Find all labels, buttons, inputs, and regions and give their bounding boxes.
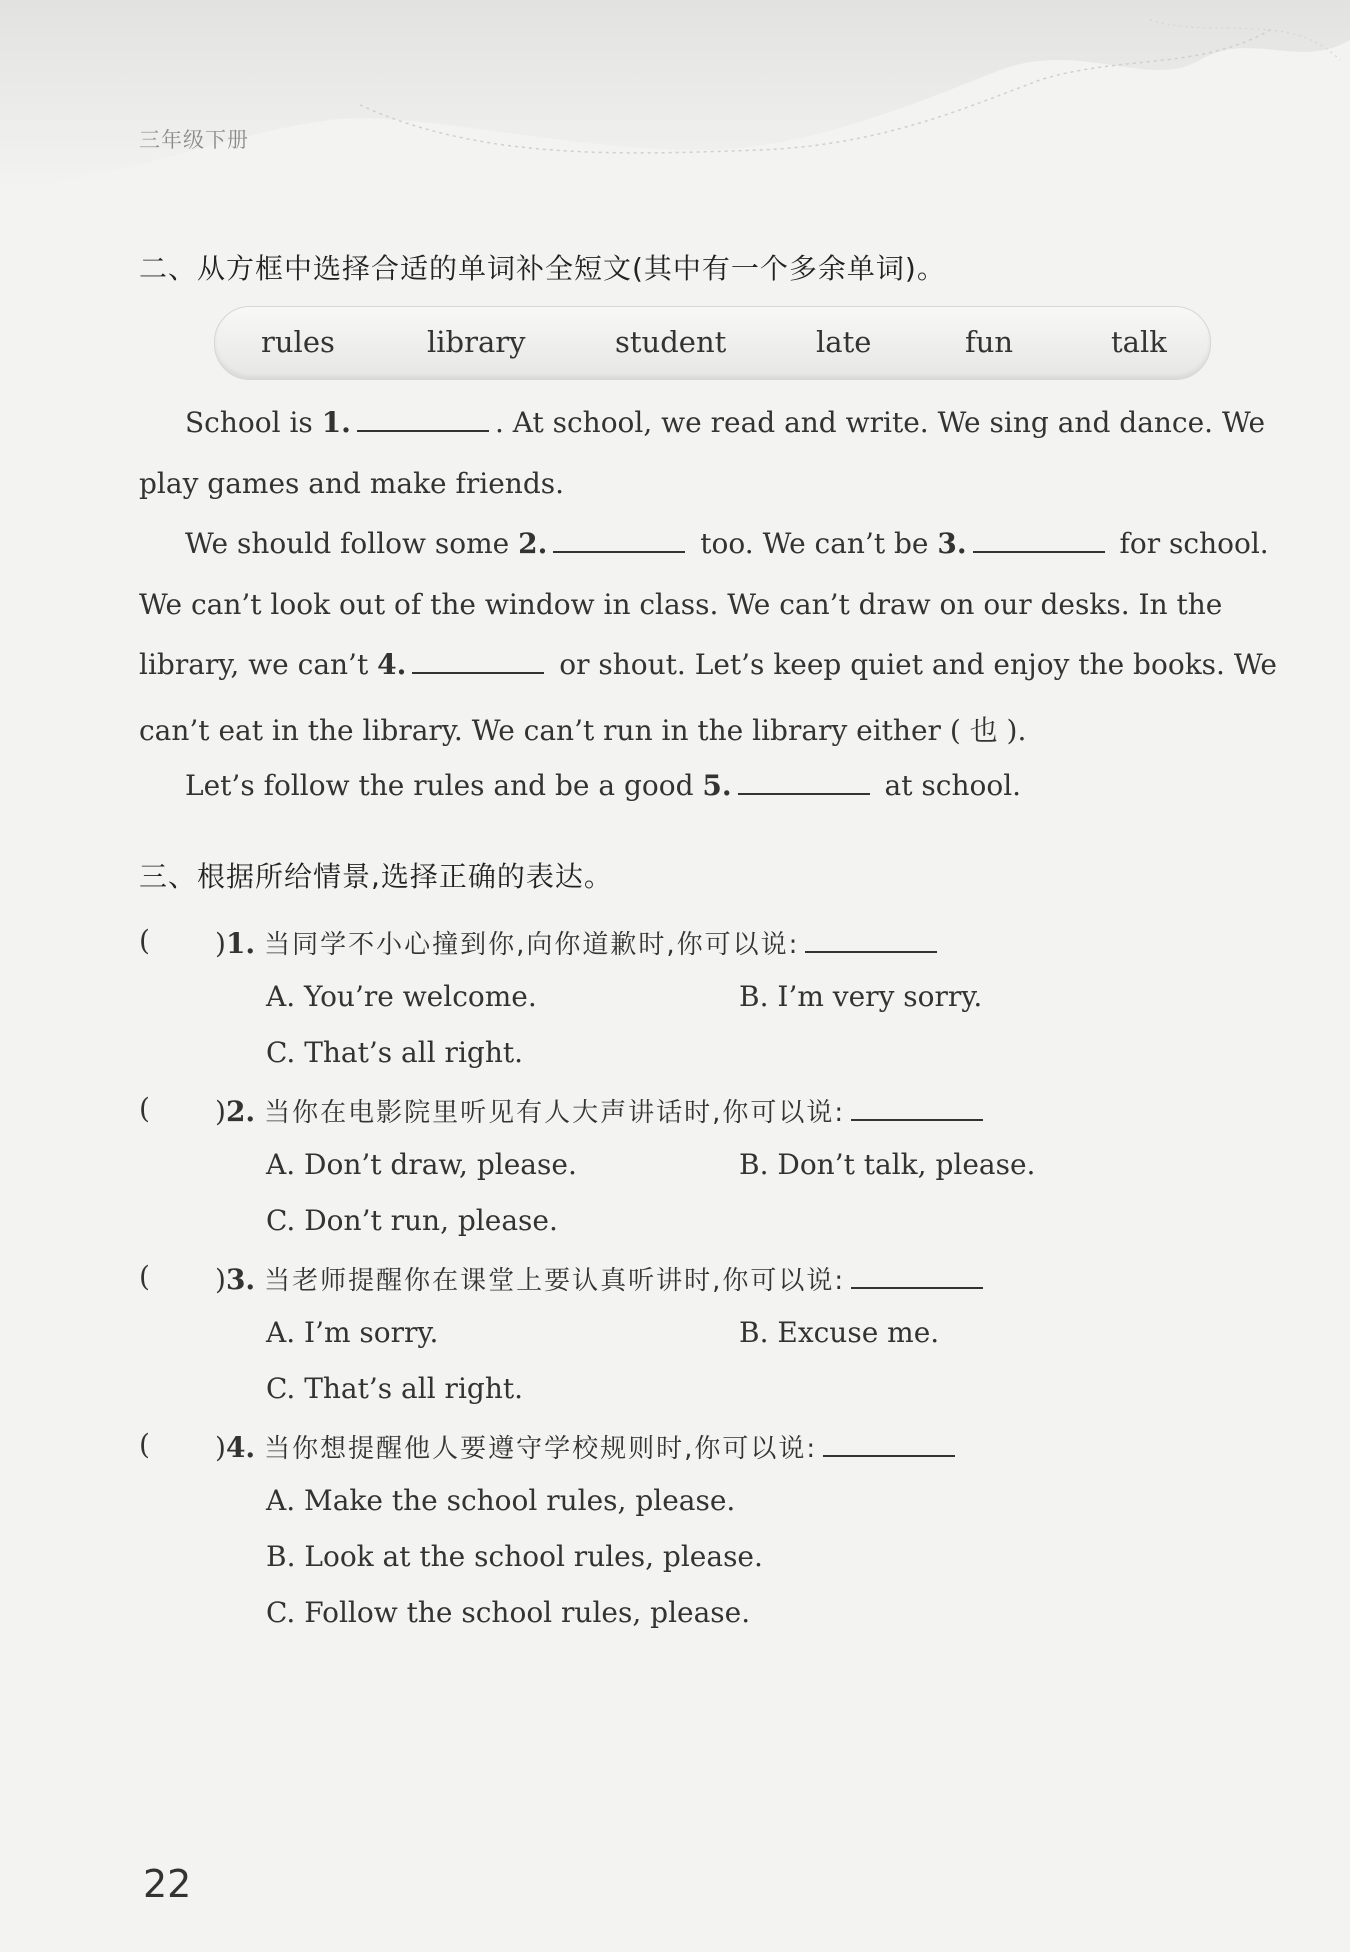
- option-b[interactable]: B. Look at the school rules, please.: [266, 1540, 763, 1573]
- word-bank-item: library: [427, 325, 526, 359]
- question-number: 1.: [225, 927, 256, 960]
- blank-number: 3.: [937, 527, 967, 560]
- option-a[interactable]: A. Don’t draw, please.: [266, 1148, 577, 1181]
- question-1: [139, 924, 1239, 964]
- question-prompt: 当老师提醒你在课堂上要认真听讲时,你可以说:: [264, 1266, 846, 1296]
- option-a[interactable]: A. You’re welcome.: [266, 980, 537, 1013]
- answer-paren-open: (: [139, 1428, 150, 1461]
- answer-paren-close: ): [215, 927, 226, 960]
- option-b[interactable]: B. Don’t talk, please.: [739, 1148, 1036, 1181]
- answer-blank[interactable]: [851, 1097, 983, 1121]
- passage-line: can’t eat in the library. We can’t run in the library either ( 也 ).: [139, 714, 1027, 747]
- word-bank-item: fun: [965, 325, 1014, 359]
- question-3: [139, 1260, 1239, 1300]
- passage-text: Let’s follow the rules and be a good: [185, 769, 703, 802]
- section-2-title: 二、从方框中选择合适的单词补全短文(其中有一个多余单词)。: [139, 252, 946, 285]
- passage-line: [185, 406, 1265, 439]
- passage-text: too. We can’t be: [691, 527, 938, 560]
- blank-number: 4.: [377, 648, 407, 681]
- option-c[interactable]: C. Follow the school rules, please.: [266, 1596, 751, 1629]
- passage-text: or shout. Let’s keep quiet and enjoy the books. We: [550, 648, 1277, 681]
- passage-text: at school.: [875, 769, 1022, 802]
- answer-paren-close: ): [215, 1263, 226, 1296]
- passage-line: We can’t look out of the window in class. We can’t draw on our desks. In the: [139, 588, 1223, 621]
- option-a[interactable]: A. Make the school rules, please.: [266, 1484, 736, 1517]
- passage-text: We should follow some: [185, 527, 519, 560]
- passage-line: [139, 648, 1277, 681]
- answer-paren-open: (: [139, 924, 150, 957]
- blank-number: 2.: [518, 527, 548, 560]
- header-decoration: [0, 0, 1350, 200]
- blank-2[interactable]: [553, 529, 685, 553]
- question-number: 4.: [225, 1431, 256, 1464]
- question-prompt: 当你想提醒他人要遵守学校规则时,你可以说:: [264, 1434, 818, 1464]
- blank-number: 1.: [321, 406, 351, 439]
- question-4: [139, 1428, 1239, 1468]
- blank-3[interactable]: [973, 529, 1105, 553]
- word-bank-box: [214, 306, 1211, 380]
- question-prompt: 当你在电影院里听见有人大声讲话时,你可以说:: [264, 1098, 846, 1128]
- word-bank-item: late: [816, 325, 872, 359]
- passage-text: . At school, we read and write. We sing and dance. We: [494, 406, 1266, 439]
- grade-label: 三年级下册: [139, 128, 249, 152]
- answer-blank[interactable]: [851, 1265, 983, 1289]
- question-number: 2.: [225, 1095, 256, 1128]
- blank-4[interactable]: [412, 650, 544, 674]
- blank-5[interactable]: [738, 771, 870, 795]
- question-2: [139, 1092, 1239, 1132]
- passage-text: for school.: [1110, 527, 1269, 560]
- word-bank-item: talk: [1111, 325, 1167, 359]
- answer-paren-open: (: [139, 1092, 150, 1125]
- option-c[interactable]: C. Don’t run, please.: [266, 1204, 558, 1237]
- answer-blank[interactable]: [805, 929, 937, 953]
- page-number: 22: [143, 1862, 192, 1906]
- word-bank-item: rules: [261, 325, 335, 359]
- section-3-title: 三、根据所给情景,选择正确的表达。: [139, 860, 613, 893]
- blank-1[interactable]: [357, 408, 489, 432]
- answer-paren-close: ): [215, 1431, 226, 1464]
- option-c[interactable]: C. That’s all right.: [266, 1372, 524, 1405]
- answer-blank[interactable]: [823, 1433, 955, 1457]
- question-number: 3.: [225, 1263, 256, 1296]
- option-c[interactable]: C. That’s all right.: [266, 1036, 524, 1069]
- passage-text: School is: [185, 406, 322, 439]
- passage-line: [185, 527, 1269, 560]
- passage-text: library, we can’t: [139, 648, 378, 681]
- answer-paren-close: ): [215, 1095, 226, 1128]
- answer-paren-open: (: [139, 1260, 150, 1293]
- option-b[interactable]: B. Excuse me.: [739, 1316, 940, 1349]
- option-b[interactable]: B. I’m very sorry.: [739, 980, 983, 1013]
- blank-number: 5.: [702, 769, 732, 802]
- word-bank-item: student: [615, 325, 727, 359]
- option-a[interactable]: A. I’m sorry.: [266, 1316, 439, 1349]
- question-prompt: 当同学不小心撞到你,向你道歉时,你可以说:: [264, 930, 800, 960]
- passage-line: play games and make friends.: [139, 467, 565, 500]
- passage-line: [185, 769, 1021, 802]
